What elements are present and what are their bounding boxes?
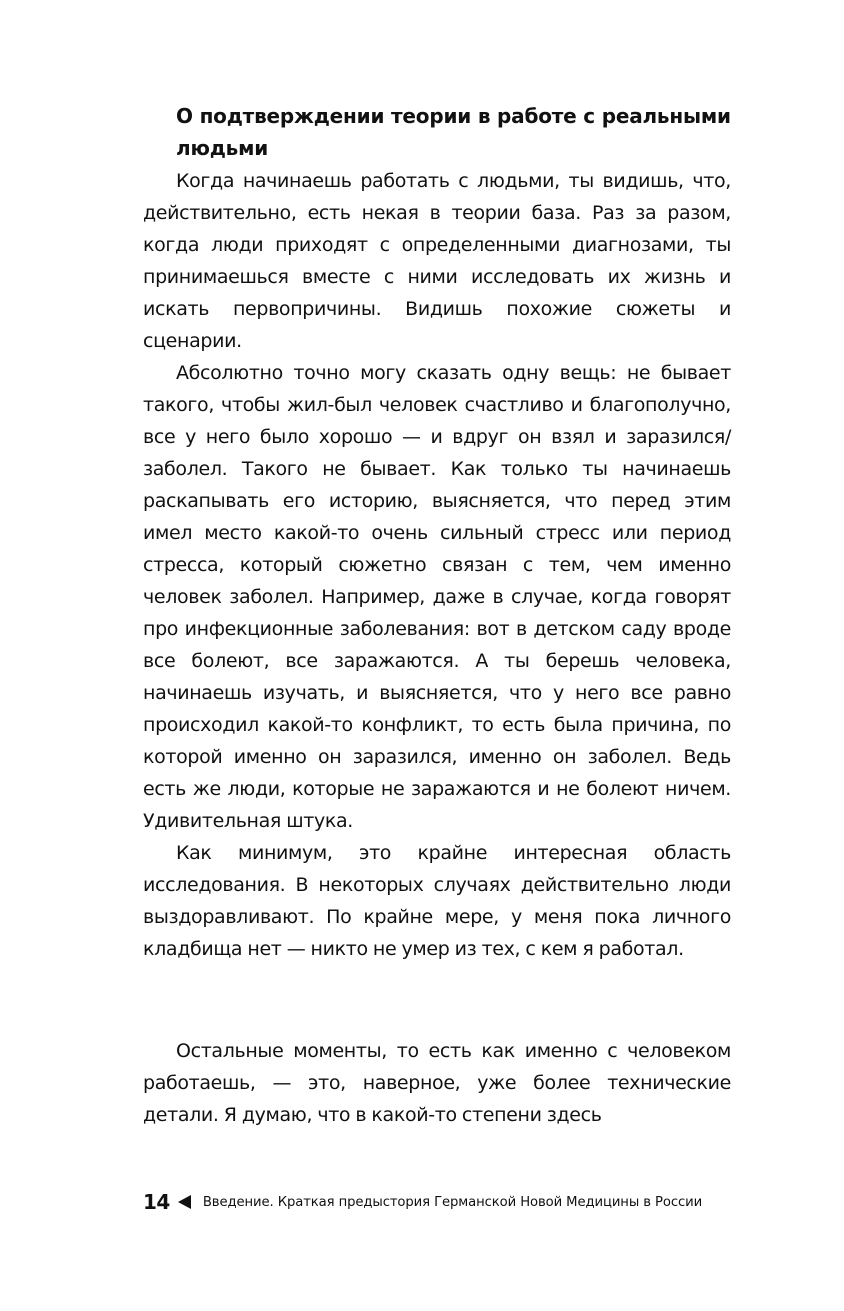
running-title: Введение. Краткая предыстория Германской Новой Медицины в России	[202, 1194, 703, 1210]
paragraph-2: Абсолютно точно могу сказать одну вещь: не бывает такого, чтобы жил-был человек счастливо и благополучно, все у него было хорошо — и вдруг он взял и заразился/заболел. Такого не бывает. Как только ты начинаешь раскапывать его историю, выясняется, что перед этим имел место какой-то очень сильный стресс или период стресса, который сюжетно связан с тем, чем именно человек заболел. Например, даже в случае, когда говорят про инфекционные заболевания: вот в детском саду вроде все болеют, все заражаются. А ты берешь человека, начинаешь изучать, и выясняется, что у него все равно происходил какой-то конфликт, то есть была причина, по которой именно он заразился, именно он заболел. Ведь есть же люди, которые не заражаются и не болеют ничем. Удивительная штука.	[143, 362, 731, 832]
triangle-left-icon	[178, 1195, 191, 1209]
page-footer	[143, 1188, 743, 1216]
paragraph-4: Остальные моменты, то есть как именно с человеком работаешь, — это, наверное, уже более технические детали. Я думаю, что в какой-то степени здесь	[143, 1040, 731, 1126]
paragraph-3: Как минимум, это крайне интересная область исследования. В некоторых случаях действительно люди выздоравливают. По крайне мере, у меня пока личного кладбища нет — никто не умер из тех, с кем я работал.	[143, 842, 731, 960]
section-heading: О подтверждении теории в работе с реальными людьми	[176, 104, 731, 160]
paragraph-1: Когда начинаешь работать с людьми, ты видишь, что, действительно, есть некая в теории база. Раз за разом, когда люди приходят с определенными диагнозами, ты принимаешься вместе с ними исследовать их жизнь и искать первопричины. Видишь похожие сюжеты и сценарии.	[143, 170, 731, 352]
page-number: 14	[143, 1190, 170, 1214]
body-text-main	[143, 165, 731, 965]
body-text-continued	[143, 1035, 731, 1131]
